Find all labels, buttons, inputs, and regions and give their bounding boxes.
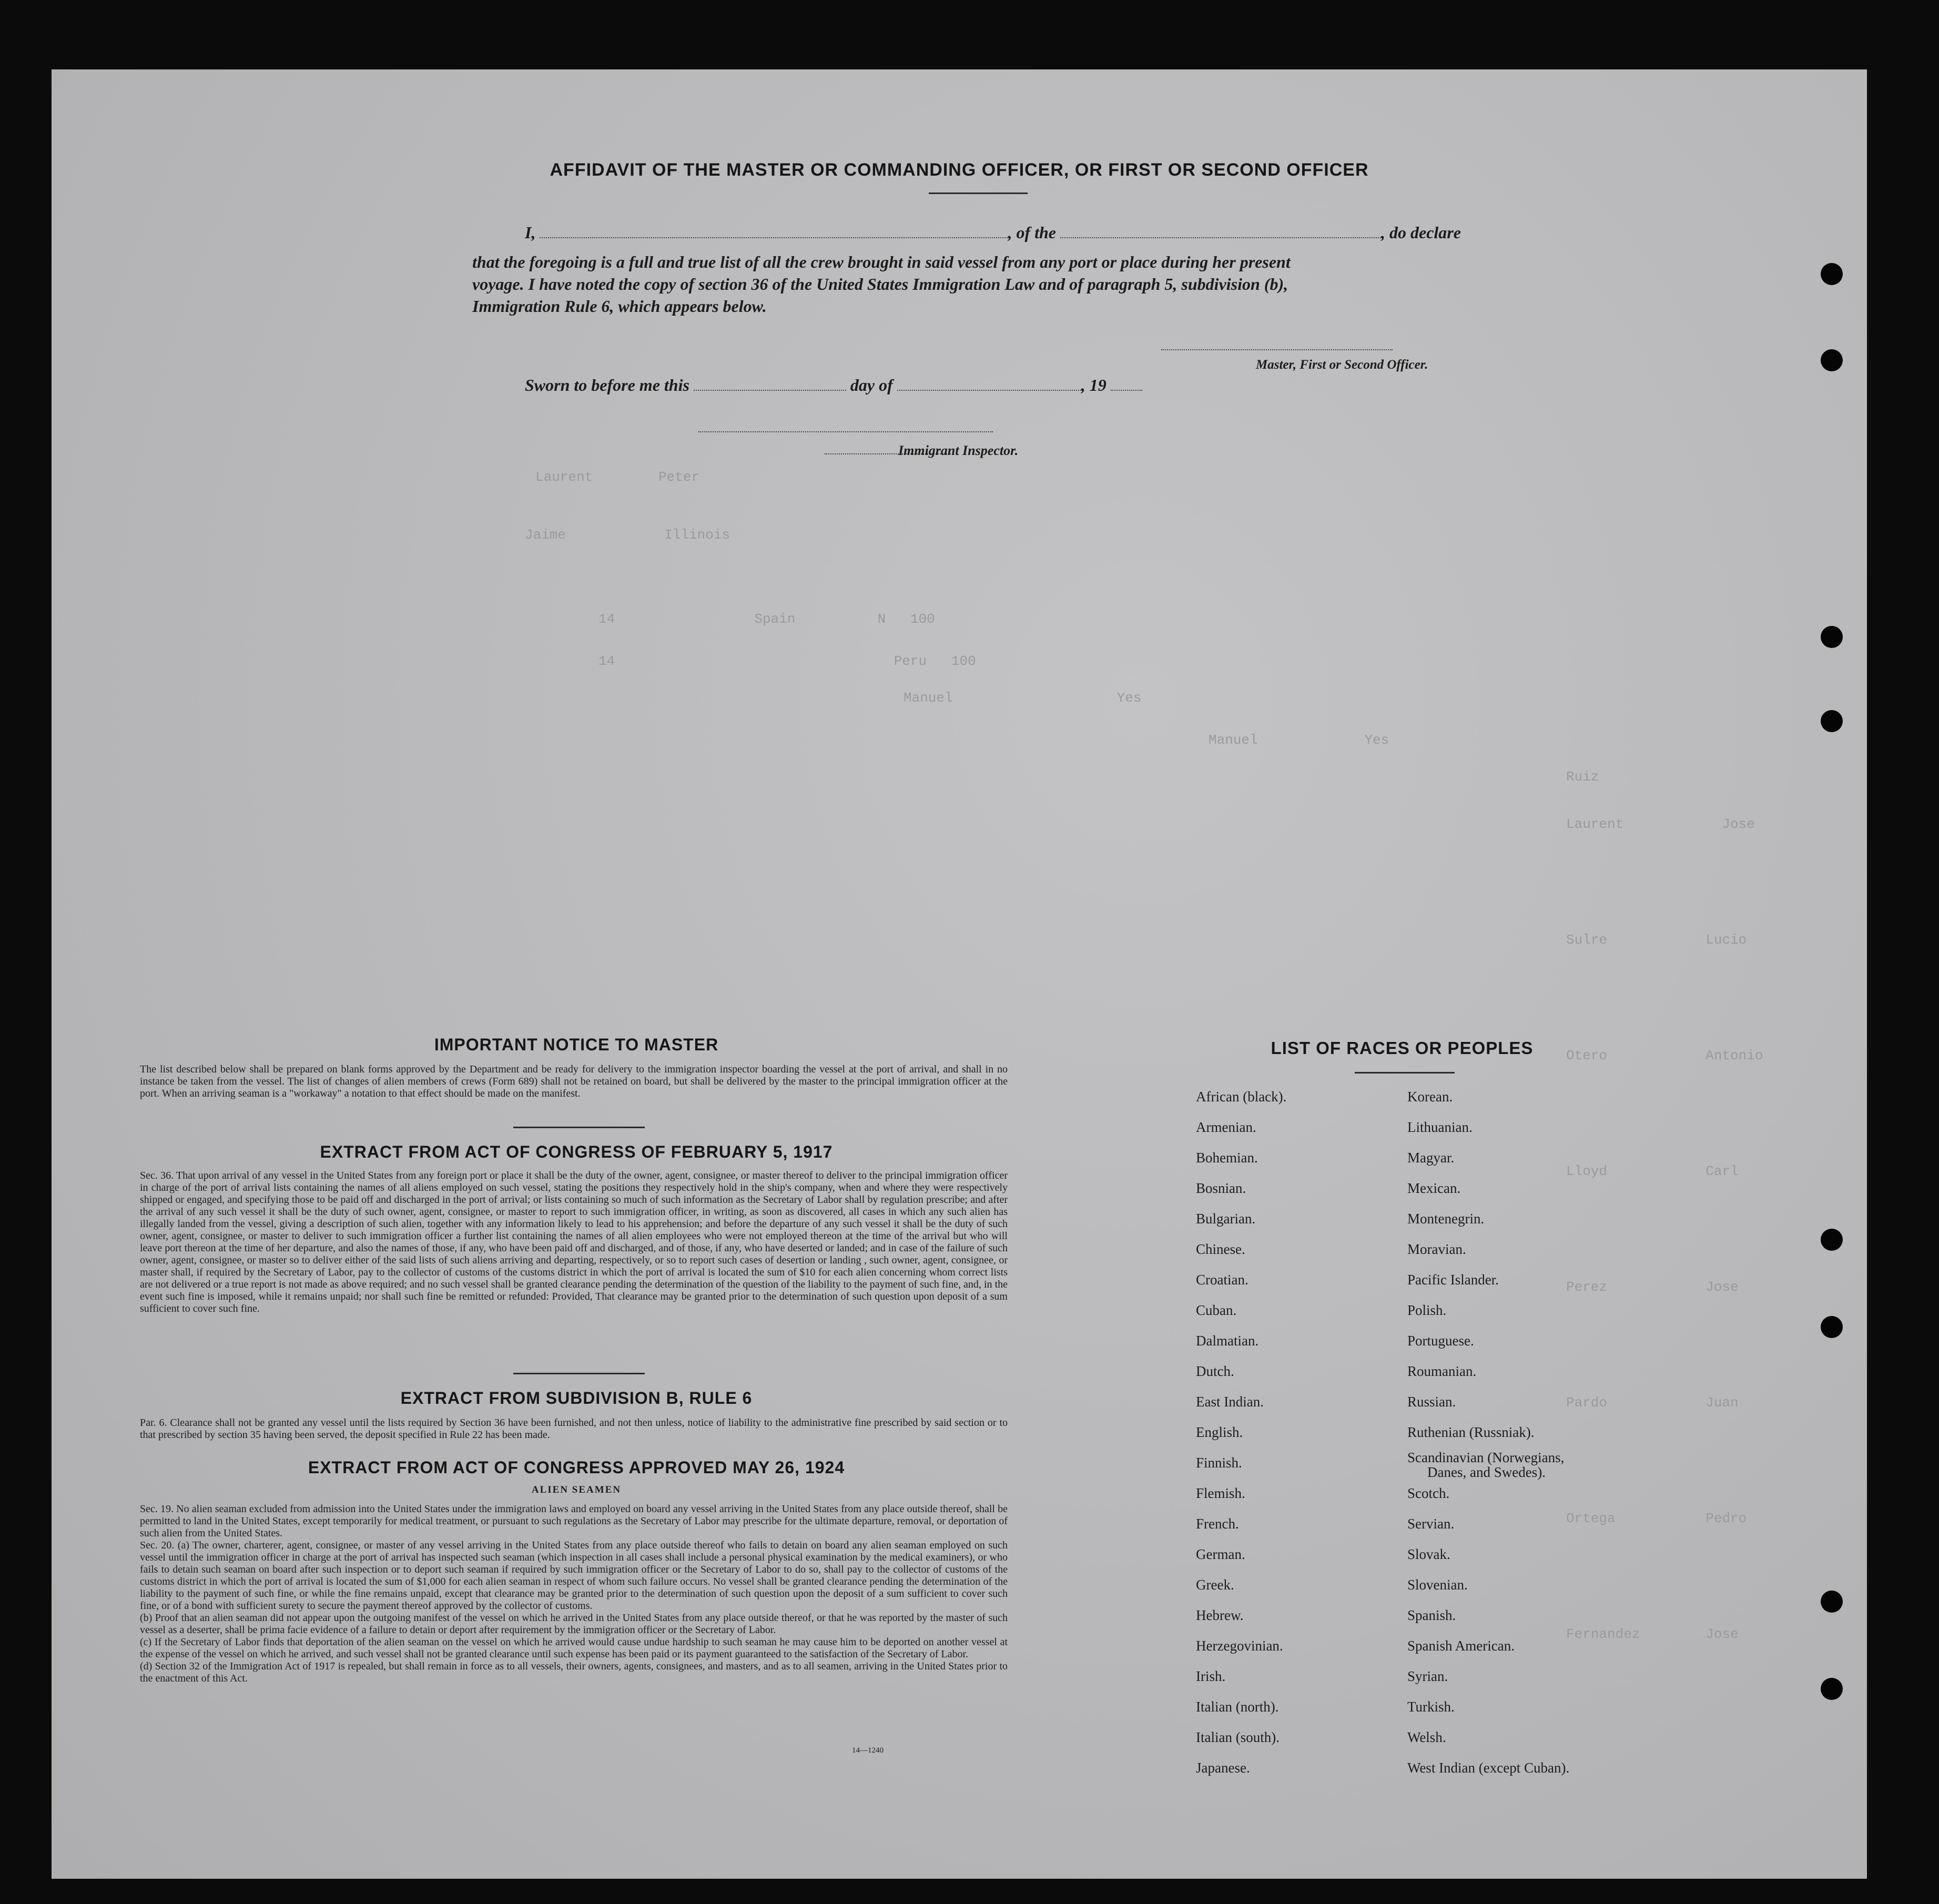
vessel-blank[interactable] bbox=[1060, 235, 1381, 238]
race-item: Italian (north). bbox=[1196, 1699, 1279, 1715]
punch-hole bbox=[1821, 626, 1843, 648]
affidavit-title: AFFIDAVIT OF THE MASTER OR COMMANDING OFFICER, OR FIRST OR SECOND OFFICER bbox=[550, 160, 1369, 180]
race-item: East Indian. bbox=[1196, 1394, 1264, 1410]
race-item: Welsh. bbox=[1407, 1729, 1446, 1745]
race-item: Herzegovinian. bbox=[1196, 1638, 1283, 1654]
race-item: German. bbox=[1196, 1546, 1245, 1562]
affidavit-line2: that the foregoing is a full and true list of all the crew brought in said vessel from any port or place during her present bbox=[472, 252, 1291, 271]
race-item: Lithuanian. bbox=[1407, 1119, 1473, 1135]
race-item: Bulgarian. bbox=[1196, 1211, 1256, 1227]
race-item-continuation: Danes, and Swedes). bbox=[1427, 1464, 1546, 1480]
race-item: Spanish American. bbox=[1407, 1638, 1515, 1654]
race-item: Syrian. bbox=[1407, 1668, 1448, 1684]
race-item: Roumanian. bbox=[1407, 1363, 1477, 1379]
punch-hole bbox=[1821, 1316, 1843, 1338]
extract1924-subtitle: ALIEN SEAMEN bbox=[531, 1484, 622, 1495]
notice-body: The list described below shall be prepared on blank forms approved by the Department and be ready for delivery to the immigration inspector boarding the vessel at the port of arrival, and shall in no instance be taken from the vessel. The list of changes of alien members of crews (Form 689) shall not be retained on board, but shall be delivered by the master to the principal immigration officer at the port. When an arriving seaman is a "workaway" a notation to that effect should be made on the manifest. bbox=[140, 1064, 1008, 1099]
race-item: Turkish. bbox=[1407, 1699, 1455, 1715]
signature-label: Master, First or Second Officer. bbox=[1256, 358, 1428, 372]
punch-hole bbox=[1821, 710, 1843, 732]
sec20c-paragraph: (c) If the Secretary of Labor finds that deportation of the alien seaman on the vessel on which he arrived would cause undue hardship to such seaman he may cause him to be deported on another vessel at the expense of the vessel on which he arrived, and such vessel shall not be granted clearance until such expense has been paid or its payment guaranteed to the satisfaction of the Secretary of Labor. bbox=[140, 1636, 1008, 1660]
signature-blank[interactable] bbox=[1161, 349, 1393, 350]
race-item: Italian (south). bbox=[1196, 1729, 1280, 1745]
races-rule bbox=[1355, 1072, 1455, 1073]
race-item: Dutch. bbox=[1196, 1363, 1234, 1379]
sworn-line bbox=[525, 376, 1142, 395]
extract1917-rule bbox=[513, 1373, 645, 1374]
inspector-label: Immigrant Inspector. bbox=[898, 443, 1019, 458]
sec20b-paragraph: (b) Proof that an alien seaman did not appear upon the outgoing manifest of the vessel on which he arrived in the United States from any place outside thereof, or that he was reported by the master of such vessel as a deserter, shall be prima facie evidence of a failure to detain or deport after requirement by the immigration officer or the Secretary of Labor. bbox=[140, 1612, 1008, 1636]
notice-rule bbox=[513, 1127, 645, 1128]
race-item: French. bbox=[1196, 1516, 1239, 1532]
affidavit-line3: voyage. I have noted the copy of section 36 of the United States Immigration Law and of paragraph 5, subdivision (b), bbox=[472, 275, 1288, 293]
race-item: Portuguese. bbox=[1407, 1333, 1474, 1349]
race-item: Ruthenian (Russniak). bbox=[1407, 1424, 1535, 1440]
sworn-prefix: Sworn to before me this bbox=[525, 376, 689, 394]
document-sheet: Laurent Peter Jaime Illinois 14 Spain N 100 14 Peru 100 Manuel Yes Manuel Yes Ruiz Laurent Jose Sulre Lucio Otero Antonio Lloyd Carl Perez Jose Pardo Juan Ortega Pedro Fernandez Jose AFFIDAVIT OF THE MASTER OR COMMANDING OFFICER, OR FIRST OR SECOND OFFICER I, , of the , do declare that the foregoing is a full and true list of all the crew brought in said vessel from any port or place during her present voyage. I have noted the copy of section 36 of the United States Immigration Law and of paragraph 5, subdivision (b), Immigration Rule 6, which appears below. Master, First or Second Officer. Sworn to before me this day of , 19 Immigrant Inspector. IMPORTANT NOTICE TO MASTER The list described below shall be prepared on blank forms approved by the Department and be ready for delivery to the immigration inspector boarding the vessel at the port of arrival, and shall in no instance be taken from the vessel. The list of changes of alien members of crews (Form 689) shall not be retained on board, but shall be delivered by the master to the principal immigration officer at the port. When an arriving seaman is a "workaway" a notation to that effect should be made on the manifest. EXTRACT FROM ACT OF CONGRESS OF FEBRUARY 5, 1917 Sec. 36. That upon arrival of any vessel in the United States from any foreign port or place it shall be the duty of the owner, agent, consignee, or master thereof to deliver to the principal immigration officer in charge of the port of arrival lists containing the names of all aliens employed on such vessel, stating the positions they respectively hold in the ship's company, when and where they were respectively shipped or engaged, and specifying those to be paid off and discharged in the port of arrival; or lists containing so much of such information as the Secretary of Labor shall by regulation prescribe; and after the arrival of any such vessel it shall be the duty of such owner, agent, consignee, or master to report to such immigration officer, in writing, as soon as discovered, all cases in which any such alien has illegally landed from the vessel, giving a description of such alien, together with any information likely to lead to his apprehension; and before the departure of any such vessel it shall be the duty of such owner, agent, consignee, or master to deliver to such immigration officer a further list containing the names of all alien employees who were not employed thereon at the time of the arrival but who will leave port thereon at the time of her departure, and also the names of those, if any, who have been paid off and discharged, and of those, if any, who have deserted or landed; and in case of the failure of such owner, agent, consignee, or master so to deliver either of the said lists of such aliens arriving and departing, respectively, or so to report such cases of desertion or landing , such owner, agent, consignee, or master shall, if required by the Secretary of Labor, pay to the collector of customs of the customs district in which the port of arrival is located the sum of $10 for each alien concerning whom correct lists are not delivered or a true report is not made as above required; and no such vessel shall be granted clearance pending the determination of the question of the liability to the payment of such fine, and, in the event such fine is imposed, while it remains unpaid; nor shall such fine be remitted or refunded: Provided, That clearance may be granted prior to the determination of such question upon deposit of a sum sufficient to cover such fine. EXTRACT FROM SUBDIVISION B, RULE 6 Par. 6. Clearance shall not be granted any vessel until the lists required by Section 36 have been furnished, and not then unless, notice of liability to the administrative fine prescribed by said section or to that prescribed by section 35 having been served, the deposit specified in Rule 22 has been made. EXTRACT FROM ACT OF CONGRESS APPROVED MAY 26, 1924 ALIEN SEAMEN Sec. 19. No alien seaman excluded from admission into the United States under the immigration laws and employed on board any vessel arriving in the United States from any place outside thereof, shall be permitted to land in the United States, except temporarily for medical treatment, or pursuant to such regulations as the Secretary of Labor may prescribe for the ultimate departure, removal, or deportation of such alien from the United States. Sec. 20. (a) The owner, charterer, agent, consignee, or master of any vessel arriving in the United States from any place outside thereof who fails to detain on board any alien seaman employed on such vessel until the immigration officer in charge at the port of arrival has inspected such seaman (which inspection in all cases shall include a personal physical examination by the medical examiners), or who fails to detain such seaman on board after such inspection or to deport such seaman if required by such immigration officer or the Secretary of Labor to do so, shall pay to the collector of customs of the customs district in which the port of arrival is located the sum of $1,000 for each alien seaman in respect of whom such failure occurs. No vessel shall be granted clearance pending the determination of the liability to the payment of such fine, or while the fine remains unpaid, except that clearance may be granted prior to the determination of such question upon the deposit of a sum sufficient to cover such fine, or of a bond with sufficient surety to secure the payment thereof approved by the collector of customs. (b) Proof that an alien seaman did not appear upon the outgoing manifest of the vessel on which he arrived in the United States from any place outside thereof, or that he was reported by the master of such vessel as a deserter, shall be prima facie evidence of a failure to detain or deport after requirement by the immigration officer or the Secretary of Labor. (c) If the Secretary of Labor finds that deportation of the alien seaman on the vessel on which he arrived would cause undue hardship to such seaman he may cause him to be deported on another vessel at the expense of the vessel on which he arrived, and such vessel shall not be granted clearance until such expense has been paid or its payment guaranteed to the satisfaction of the Secretary of Labor. (d) Section 32 of the Immigration Act of 1917 is repealed, but shall remain in force as to all vessels, their owners, agents, consignees, and masters, and as to all seamen, arriving in the United States prior to the enactment of this Act. 14—1240 LIST OF RACES OR PEOPLES African (black). Armenian. Bohemian. Bosnian. Bulgarian. Chinese. Croatian. Cuban. Dalmatian. Dutch. East Indian. English. Finnish. Flemish. French. German. Greek. Hebrew. Herzegovinian. Irish. Italian (north). Italian (south). Japanese. Korean. Lithuanian. Magyar. Mexican. Montenegrin. Moravian. Pacific Islander. Polish. Portuguese. Roumanian. Russian. Ruthenian (Russniak). Scandinavian (Norwegians, Danes, and Swedes). Scotch. Servian. Slovak. Slovenian. Spanish. Spanish American. Syrian. Turkish. Welsh. West Indian (except Cuban). bbox=[52, 69, 1867, 1879]
subdivision-title: EXTRACT FROM SUBDIVISION B, RULE 6 bbox=[400, 1389, 753, 1407]
extract1924-body bbox=[140, 1503, 1008, 1685]
name-blank[interactable] bbox=[540, 235, 1008, 238]
race-item: Dalmatian. bbox=[1196, 1333, 1259, 1349]
subdivision-body: Par. 6. Clearance shall not be granted any vessel until the lists required by Section 36 have been furnished, and not then unless, notice of liability to the administrative fine prescribed by said section or to that prescribed by section 35 having been served, the deposit specified in Rule 22 has been made. bbox=[140, 1417, 1008, 1441]
sworn-month-blank[interactable] bbox=[897, 388, 1081, 391]
race-item: Chinese. bbox=[1196, 1241, 1245, 1257]
race-item: Armenian. bbox=[1196, 1119, 1256, 1135]
race-item: Greek. bbox=[1196, 1577, 1234, 1593]
punch-hole bbox=[1821, 263, 1843, 285]
race-item: African (black). bbox=[1196, 1089, 1287, 1105]
punch-hole bbox=[1821, 1591, 1843, 1613]
affidavit-line4: Immigration Rule 6, which appears below. bbox=[472, 297, 767, 316]
notice-title: IMPORTANT NOTICE TO MASTER bbox=[434, 1035, 719, 1054]
race-item: Mexican. bbox=[1407, 1180, 1461, 1196]
extract1924-title: EXTRACT FROM ACT OF CONGRESS APPROVED MAY 26, 1924 bbox=[308, 1458, 845, 1477]
sec20d-paragraph: (d) Section 32 of the Immigration Act of 1917 is repealed, but shall remain in force as to all vessels, their owners, agents, consignees, and masters, and as to all seamen, arriving in the United States prior to the enactment of this Act. bbox=[140, 1660, 1008, 1684]
race-item: Russian. bbox=[1407, 1394, 1456, 1410]
sworn-day-of-label: day of bbox=[850, 376, 893, 394]
race-item: Montenegrin. bbox=[1407, 1211, 1485, 1227]
affidavit-of-the-label: , of the bbox=[1008, 223, 1056, 242]
race-item: West Indian (except Cuban). bbox=[1407, 1760, 1570, 1776]
sworn-year-label: , 19 bbox=[1081, 376, 1106, 394]
races-title: LIST OF RACES OR PEOPLES bbox=[1271, 1038, 1534, 1058]
race-item: Servian. bbox=[1407, 1516, 1455, 1532]
race-item: Bohemian. bbox=[1196, 1150, 1258, 1166]
race-item: Korean. bbox=[1407, 1089, 1453, 1105]
race-item: Pacific Islander. bbox=[1407, 1272, 1499, 1288]
race-item: English. bbox=[1196, 1424, 1243, 1440]
race-item: Polish. bbox=[1407, 1302, 1447, 1318]
sec20a-paragraph: Sec. 20. (a) The owner, charterer, agent, consignee, or master of any vessel arriving in the United States from any place outside thereof who fails to detain on board any alien seaman employed on such vessel until the immigration officer in charge at the port of arrival has inspected such seaman (which inspection in all cases shall include a personal physical examination by the medical examiners), or who fails to detain such seaman on board after such inspection or to deport such seaman if required by such immigration officer or the Secretary of Labor to do so, shall pay to the collector of customs of the customs district in which the port of arrival is located the sum of $1,000 for each alien seaman in respect of whom such failure occurs. No vessel shall be granted clearance pending the determination of the liability to the payment of such fine, or while the fine remains unpaid, except that clearance may be granted prior to the determination of such question upon the deposit of a sum sufficient to cover such fine, or of a bond with sufficient surety to secure the payment thereof approved by the collector of customs. bbox=[140, 1540, 1008, 1612]
affidavit-line1 bbox=[525, 223, 1461, 242]
race-item: Hebrew. bbox=[1196, 1607, 1244, 1623]
extract1917-body: Sec. 36. That upon arrival of any vessel in the United States from any foreign port or place it shall be the duty of the owner, agent, consignee, or master thereof to deliver to the principal immigration officer in charge of the port of arrival lists containing the names of all aliens employed on such vessel, stating the positions they respectively hold in the ship's company, when and where they were respectively shipped or engaged, and specifying those to be paid off and discharged in the port of arrival; or lists containing so much of such information as the Secretary of Labor shall by regulation prescribe; and after the arrival of any such vessel it shall be the duty of such owner, agent, consignee, or master to report to such immigration officer, in writing, as soon as discovered, all cases in which any such alien has illegally landed from the vessel, giving a description of such alien, together with any information likely to lead to his apprehension; and before the departure of any such vessel it shall be the duty of such owner, agent, consignee, or master to deliver to such immigration officer a further list containing the names of all alien employees who were not employed thereon at the time of the arrival but who will leave port thereon at the time of her departure, and also the names of those, if any, who have been paid off and discharged, and of those, if any, who have deserted or landed; and in case of the failure of such owner, agent, consignee, or master so to deliver either of the said lists of such aliens arriving and departing, respectively, or so to report such cases of desertion or landing , such owner, agent, consignee, or master shall, if required by the Secretary of Labor, pay to the collector of customs of the customs district in which the port of arrival is located the sum of $10 for each alien concerning whom correct lists are not delivered or a true report is not made as above required; and no such vessel shall be granted clearance pending the determination of the question of the liability to the payment of such fine, and, in the event such fine is imposed, while it remains unpaid; nor shall such fine be remitted or refunded: Provided, That clearance may be granted prior to the determination of such question upon deposit of a sum sufficient to cover such fine. bbox=[140, 1170, 1008, 1314]
punch-hole bbox=[1821, 1678, 1843, 1700]
sec19-paragraph: Sec. 19. No alien seaman excluded from admission into the United States under the immigration laws and employed on board any vessel arriving in the United States from any place outside thereof, shall be permitted to land in the United States, except temporarily for medical treatment, or pursuant to such regulations as the Secretary of Labor may prescribe for the ultimate departure, removal, or deportation of such alien from the United States. bbox=[140, 1503, 1008, 1539]
race-item: Slovak. bbox=[1407, 1546, 1450, 1562]
affidavit-i-label: I, bbox=[525, 223, 536, 242]
sworn-day-blank[interactable] bbox=[694, 388, 846, 391]
extract1917-title: EXTRACT FROM ACT OF CONGRESS OF FEBRUARY 5, 1917 bbox=[320, 1142, 833, 1161]
form-number: 14—1240 bbox=[852, 1746, 884, 1755]
race-item: Scandinavian (Norwegians, bbox=[1407, 1450, 1565, 1465]
affidavit-title-rule bbox=[929, 193, 1028, 194]
sworn-year-blank[interactable] bbox=[1111, 388, 1142, 391]
inspector-signature-blank[interactable] bbox=[698, 431, 993, 432]
race-item: Moravian. bbox=[1407, 1241, 1466, 1257]
punch-hole bbox=[1821, 349, 1843, 371]
race-item: Irish. bbox=[1196, 1668, 1226, 1684]
race-item: Finnish. bbox=[1196, 1455, 1242, 1471]
race-item: Magyar. bbox=[1407, 1150, 1455, 1166]
race-item: Scotch. bbox=[1407, 1485, 1450, 1501]
race-item: Croatian. bbox=[1196, 1272, 1248, 1288]
race-item: Japanese. bbox=[1196, 1760, 1250, 1776]
punch-hole bbox=[1821, 1229, 1843, 1251]
race-item: Spanish. bbox=[1407, 1607, 1456, 1623]
affidavit-do-declare-label: , do declare bbox=[1381, 223, 1461, 242]
race-item: Bosnian. bbox=[1196, 1180, 1246, 1196]
race-item: Cuban. bbox=[1196, 1302, 1237, 1318]
race-item: Slovenian. bbox=[1407, 1577, 1468, 1593]
race-item: Flemish. bbox=[1196, 1485, 1245, 1501]
